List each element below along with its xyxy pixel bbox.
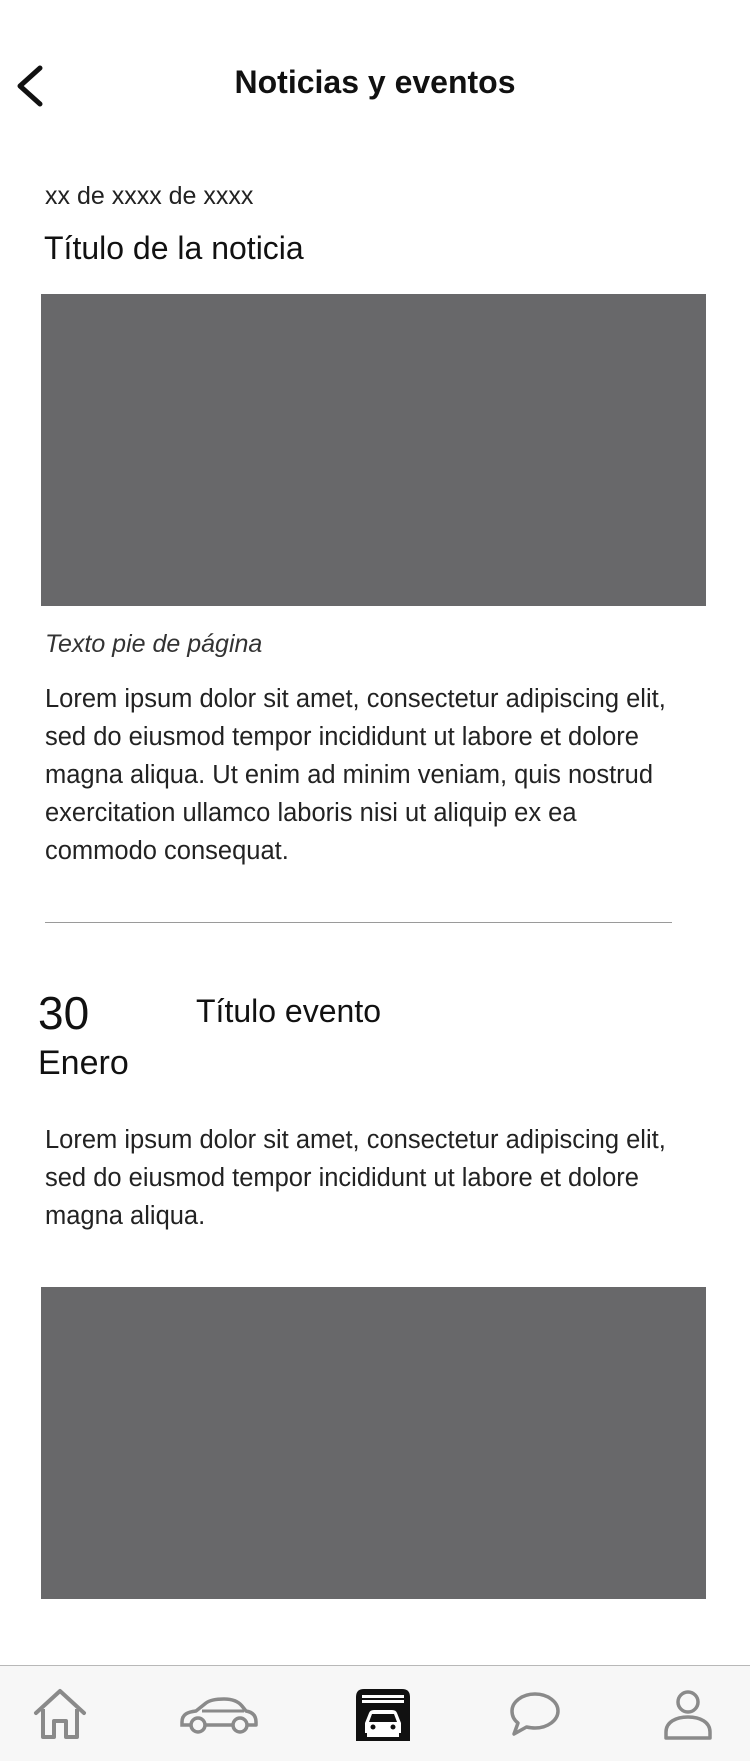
profile-icon xyxy=(662,1688,714,1740)
news-image-caption: Texto pie de página xyxy=(45,630,263,658)
tab-messages[interactable] xyxy=(480,1666,590,1761)
tab-home[interactable] xyxy=(5,1666,115,1761)
header xyxy=(0,0,750,170)
event-date-day: 30 xyxy=(38,987,90,1039)
event-date-month: Enero xyxy=(38,1044,129,1082)
section-divider xyxy=(45,922,672,923)
event-title[interactable]: Título evento xyxy=(196,993,381,1029)
bottom-tab-bar xyxy=(0,1665,750,1761)
news-date: xx de xxxx de xxxx xyxy=(45,182,254,210)
tab-vehicles[interactable] xyxy=(163,1666,273,1761)
news-title[interactable]: Título de la noticia xyxy=(44,230,304,266)
news-body-text: Lorem ipsum dolor sit amet, consectetur adipiscing elit, sed do eiusmod tempor incididunt ut labore et dolore magna aliqua. Ut enim ad minim veniam, quis nostrud exercitation ullamco laboris nisi ut aliquip ex ea commodo consequat. xyxy=(45,685,666,865)
event-body-text: Lorem ipsum dolor sit amet, consectetur adipiscing elit, sed do eiusmod tempor incididunt ut labore et dolore magna aliqua. xyxy=(45,1126,666,1230)
tab-profile[interactable] xyxy=(633,1666,743,1761)
home-icon xyxy=(30,1685,90,1743)
event-image xyxy=(41,1287,706,1599)
garage-icon xyxy=(354,1687,412,1741)
car-icon xyxy=(176,1692,260,1736)
chat-icon xyxy=(508,1690,562,1738)
news-image xyxy=(41,294,706,606)
tab-garage[interactable] xyxy=(328,1666,438,1761)
page-title: Noticias y eventos xyxy=(234,64,516,100)
